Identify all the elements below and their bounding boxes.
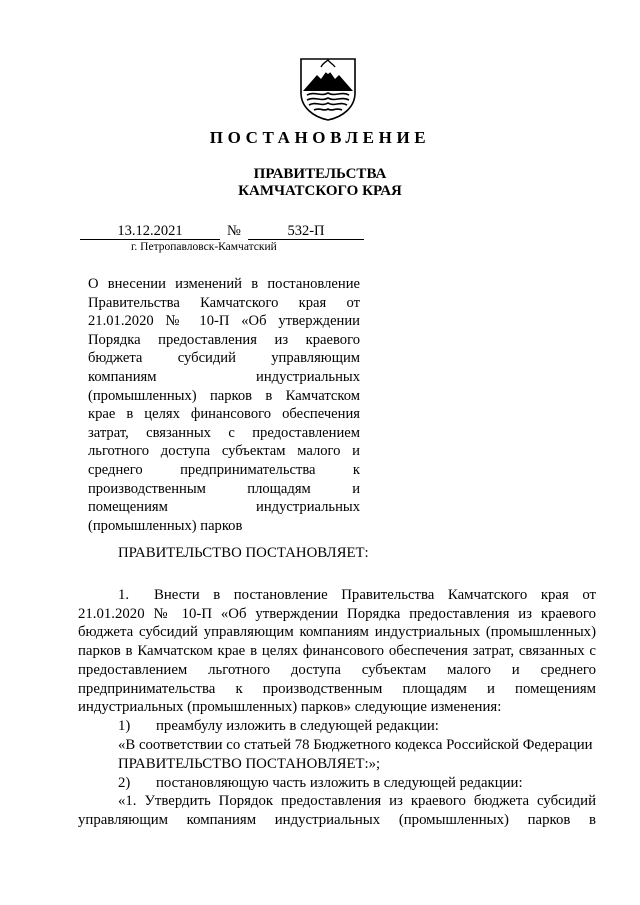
paragraph-line: бюджета субсидий управляющим компаниям индустриальных (промышленных): [78, 624, 596, 641]
subject-line: крае в целях финансового обеспечения: [88, 406, 360, 423]
resolution-heading: ПРАВИТЕЛЬСТВО ПОСТАНОВЛЯЕТ:: [118, 545, 369, 561]
paragraph-line: предоставлением льготного доступа субъектам малого и среднего: [78, 661, 596, 678]
date-number-line: [80, 223, 364, 241]
paragraph-1-first-line: [78, 586, 596, 605]
subject-line: 21.01.2020 № 10-П «Об утверждении: [88, 313, 360, 330]
issuer-line-1: ПРАВИТЕЛЬСТВА: [253, 166, 387, 182]
item-2: [78, 774, 596, 793]
subject-line: затрат, связанных с предоставлением: [88, 424, 360, 441]
subject-line: бюджета субсидий управляющим: [88, 350, 360, 367]
item-number: 2): [118, 774, 131, 791]
document-subject: [88, 275, 360, 535]
document-date: 13.12.2021: [117, 223, 183, 239]
subject-line: Правительства Камчатского края от: [88, 294, 360, 311]
quote-2-line: управляющим компаниям индустриальных (промышленных) парков в: [78, 812, 596, 829]
date-underline: [80, 239, 220, 240]
subject-line: помещениям индустриальных: [88, 499, 360, 516]
city-line: г. Петропавловск-Камчатский: [131, 241, 277, 253]
issuer-line-2: КАМЧАТСКОГО КРАЯ: [238, 183, 402, 199]
paragraph-line: индустриальных (промышленных) парков» следующие изменения:: [78, 699, 502, 716]
item-number: 1): [118, 717, 131, 734]
paragraph-line: 21.01.2020 № 10-П «Об утверждении Порядка предоставления из краевого: [78, 605, 596, 622]
kamchatka-coat-of-arms-icon: [299, 57, 357, 121]
quote-1-end: ПРАВИТЕЛЬСТВО ПОСТАНОВЛЯЕТ:»;: [118, 756, 381, 772]
subject-line: производственным площадям и: [88, 480, 360, 497]
body-text-continued: [78, 755, 596, 830]
subject-line: льготного доступа субъектам малого и: [88, 443, 360, 460]
subject-line: (промышленных) парков в Камчатском: [88, 387, 360, 404]
subject-line: (промышленных) парков: [88, 517, 243, 534]
body-text: [78, 586, 596, 754]
subject-line: компаниям индустриальных: [88, 368, 360, 385]
paragraph-line: парков в Камчатском крае в целях финансового обеспечения затрат, связанных с: [78, 643, 596, 660]
subject-line: Порядка предоставления из краевого: [88, 331, 360, 348]
paragraph-text: Внести в постановление Правительства Камчатского края от: [154, 587, 596, 603]
quote-2-line: «1. Утвердить Порядок предоставления из краевого бюджета субсидий: [118, 793, 596, 810]
item-1: [78, 717, 596, 736]
subject-line: среднего предпринимательства к: [88, 461, 360, 478]
document-number: 532-П: [287, 223, 325, 239]
number-sign: №: [227, 223, 241, 239]
document-title: ПОСТАНОВЛЕНИЕ: [209, 128, 431, 147]
paragraph-line: предпринимательства к производственным площадям и помещениям: [78, 680, 596, 697]
number-underline: [248, 239, 364, 240]
paragraph-number: 1.: [118, 587, 130, 603]
quote-1-line: «В соответствии со статьей 78 Бюджетного кодекса Российской Федерации: [118, 736, 593, 753]
item-text: преамбулу изложить в следующей редакции:: [156, 717, 439, 734]
subject-line: О внесении изменений в постановление: [88, 276, 360, 292]
item-text: постановляющую часть изложить в следующей редакции:: [156, 774, 523, 791]
